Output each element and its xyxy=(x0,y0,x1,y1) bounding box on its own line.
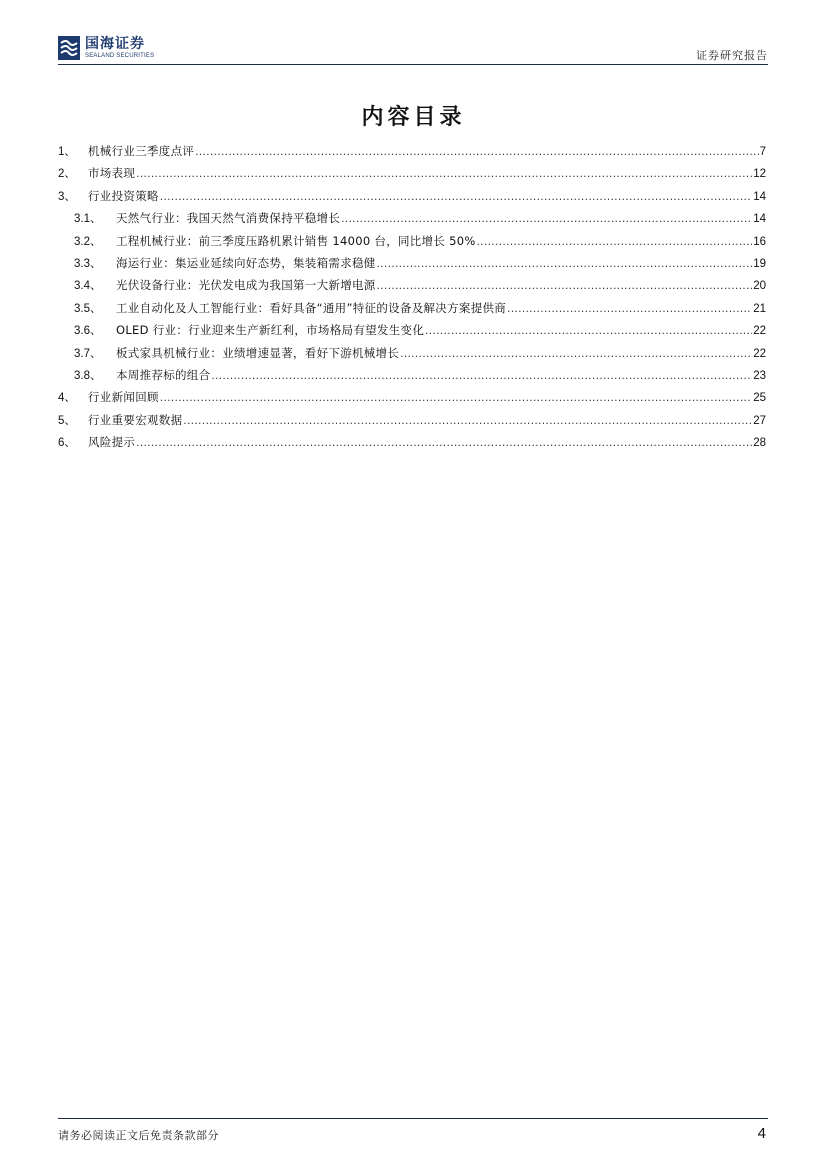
toc-entry-page: 28 xyxy=(753,437,766,450)
toc-leader-dots xyxy=(160,387,752,409)
sealand-logo-icon xyxy=(58,36,80,60)
toc-entry-page: 20 xyxy=(753,280,766,293)
toc-entry-label: 海运行业：集运业延续向好态势，集装箱需求稳健 xyxy=(116,255,376,270)
toc-leader-dots xyxy=(377,253,753,275)
toc-entry-number: 3.6、 xyxy=(74,325,102,338)
toc-entry-1[interactable] xyxy=(58,140,766,162)
toc-entry-3-2[interactable] xyxy=(58,230,766,252)
toc-leader-dots xyxy=(211,365,752,387)
toc-entry-number: 3.7、 xyxy=(74,347,102,360)
toc-entry-page: 14 xyxy=(753,190,766,203)
toc-entry-label: 行业投资策略 xyxy=(88,188,159,203)
toc-entry-number: 4、 xyxy=(58,392,76,405)
disclaimer-note: 请务必阅读正文后免责条款部分 xyxy=(58,1129,219,1142)
toc-entry-label: 风险提示 xyxy=(88,435,136,450)
table-of-contents xyxy=(58,140,766,453)
toc-entry-label: 板式家具机械行业：业绩增速显著，看好下游机械增长 xyxy=(116,345,400,360)
toc-entry-page: 23 xyxy=(753,369,766,382)
toc-leader-dots xyxy=(195,141,758,163)
toc-entry-page: 22 xyxy=(753,347,766,360)
toc-entry-page: 22 xyxy=(753,325,766,338)
toc-entry-label: 工业自动化及人工智能行业：看好具备“通用”特征的设备及解决方案提供商 xyxy=(116,300,507,315)
toc-leader-dots xyxy=(377,275,753,297)
toc-entry-label: 光伏设备行业：光伏发电成为我国第一大新增电源 xyxy=(116,278,376,293)
toc-entry-number: 3.4、 xyxy=(74,280,102,293)
toc-leader-dots xyxy=(400,343,752,365)
toc-leader-dots xyxy=(341,208,752,230)
toc-entry-label: 天然气行业：我国天然气消费保持平稳增长 xyxy=(116,211,341,226)
toc-entry-4[interactable] xyxy=(58,386,766,408)
logo-chinese-name: 国海证券 xyxy=(85,36,145,52)
toc-entry-page: 14 xyxy=(753,213,766,226)
page-header xyxy=(58,34,768,65)
toc-entry-3-1[interactable] xyxy=(58,207,766,229)
toc-entry-label: 行业重要宏观数据 xyxy=(88,412,183,427)
toc-entry-6[interactable] xyxy=(58,431,766,453)
toc-entry-number: 3.3、 xyxy=(74,257,102,270)
toc-entry-3-4[interactable] xyxy=(58,274,766,296)
toc-entry-page: 12 xyxy=(753,168,766,181)
toc-entry-number: 6、 xyxy=(58,437,76,450)
toc-entry-page: 19 xyxy=(753,257,766,270)
toc-entry-2[interactable] xyxy=(58,162,766,184)
toc-entry-number: 3.8、 xyxy=(74,369,102,382)
logo-english-name: SEALAND SECURITIES xyxy=(85,53,155,59)
toc-entry-number: 3.5、 xyxy=(74,302,102,315)
toc-leader-dots xyxy=(507,298,752,320)
toc-entry-label: 工程机械行业：前三季度压路机累计销售 14000 台，同比增长 50% xyxy=(116,233,476,248)
toc-leader-dots xyxy=(425,320,752,342)
toc-entry-page: 27 xyxy=(753,414,766,427)
page-number: 4 xyxy=(757,1125,766,1142)
toc-entry-label: 本周推荐标的组合 xyxy=(116,367,211,382)
toc-entry-3-8[interactable] xyxy=(58,364,766,386)
page-footer xyxy=(58,1118,768,1149)
toc-entry-number: 2、 xyxy=(58,168,76,181)
company-logo xyxy=(58,36,154,62)
toc-entry-3[interactable] xyxy=(58,185,766,207)
toc-entry-label: OLED 行业：行业迎来生产新红利，市场格局有望发生变化 xyxy=(116,323,425,338)
toc-leader-dots xyxy=(477,231,753,253)
toc-entry-number: 3、 xyxy=(58,190,76,203)
toc-entry-3-3[interactable] xyxy=(58,252,766,274)
toc-entry-3-5[interactable] xyxy=(58,297,766,319)
toc-leader-dots xyxy=(136,163,752,185)
toc-entry-label: 市场表现 xyxy=(88,166,136,181)
toc-leader-dots xyxy=(160,186,752,208)
toc-entry-number: 3.2、 xyxy=(74,235,102,248)
toc-entry-5[interactable] xyxy=(58,409,766,431)
toc-entry-page: 25 xyxy=(753,392,766,405)
toc-entry-3-7[interactable] xyxy=(58,342,766,364)
toc-leader-dots xyxy=(136,432,752,454)
toc-leader-dots xyxy=(183,410,752,432)
toc-entry-page: 7 xyxy=(759,146,766,158)
toc-entry-label: 行业新闻回顾 xyxy=(88,390,159,405)
toc-entry-page: 21 xyxy=(753,302,766,315)
toc-entry-number: 1、 xyxy=(58,146,76,158)
toc-entry-number: 5、 xyxy=(58,414,76,427)
toc-entry-label: 机械行业三季度点评 xyxy=(88,144,195,158)
report-type-label: 证券研究报告 xyxy=(696,49,768,62)
toc-entry-page: 16 xyxy=(753,235,766,248)
toc-entry-number: 3.1、 xyxy=(74,213,102,226)
toc-title: 内容目录 xyxy=(361,105,466,130)
toc-entry-3-6[interactable] xyxy=(58,319,766,341)
